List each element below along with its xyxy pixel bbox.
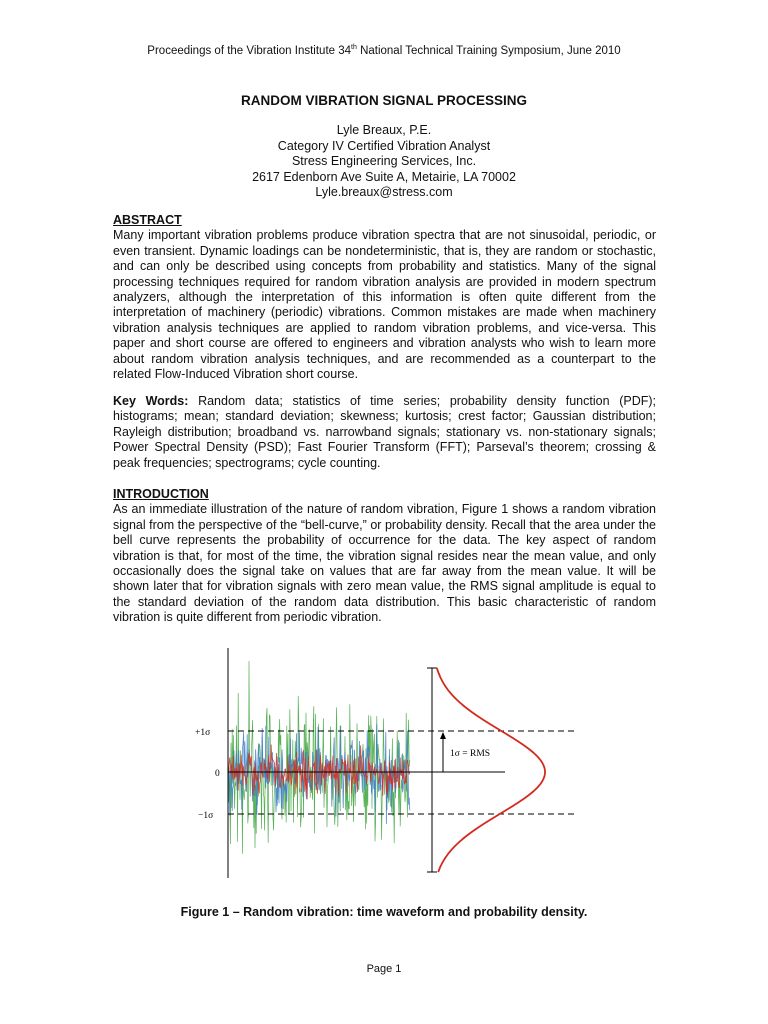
minus-sigma-label: −1σ: [198, 811, 214, 821]
rms-arrow-head: [440, 732, 446, 739]
author-name: Lyle Breaux, P.E.: [336, 123, 432, 137]
introduction-section: [113, 487, 656, 626]
random-vibration-figure: [195, 640, 580, 880]
abstract-section: [113, 213, 656, 382]
author-company: Stress Engineering Services, Inc.: [291, 154, 477, 169]
figure-caption: Figure 1 – Random vibration: time waveform and probability density.: [180, 905, 588, 919]
rms-label: 1σ = RMS: [450, 749, 491, 759]
keywords-text: Random data; statistics of time series; probability density function (PDF); histograms; mean; standard deviation; skewness; kurtosis; crest factor; Gaussian distribution; Rayleigh distribution; broadband vs. narrowband signals; stationary vs. non-stationary signals; Power Spectral Density (PSD); Fast Fourier Transform (FFT); Parseval’s theorem; crossing & peak frequencies; spectrograms; cycle counting.: [113, 394, 656, 470]
proceedings-header: [0, 44, 768, 57]
introduction-text: As an immediate illustration of the nature of random vibration, Figure 1 shows a random vibration signal from the perspective of the “bell-curve,” or probability density. Recall that the area under the bell curve represents the probability of occurrence for the data. The key aspect of random vibration is that, for most of the time, the vibration signal resides near the mean value, and only occasionally does the signal take on values that are far away from the mean value. It will be shown later that for vibration signals with zero mean value, the RMS signal amplitude is equal to the standard deviation of the random data distribution. This basic characteristic of random vibration is quite different from periodic vibration.: [113, 502, 656, 625]
keywords-section: [113, 394, 656, 471]
paper-title: RANDOM VIBRATION SIGNAL PROCESSING: [240, 93, 528, 108]
author-credential: Category IV Certified Vibration Analyst: [277, 138, 491, 153]
zero-label: 0: [215, 769, 220, 779]
introduction-heading: INTRODUCTION: [113, 487, 209, 501]
abstract-text: Many important vibration problems produce vibration spectra that are not sinusoidal, periodic, or even transient. Dynamic loadings can be nondeterministic, that is, they are random or stochastic, and can only be described using concepts from probability and statistics. Many of the signal processing techniques required for random vibration analysis are provided in modern spectrum analyzers, although the interpretation of this information is often quite different from the interpretation of machinery (periodic) vibrations. Common mistakes are made when machinery vibration analysis techniques are applied to random vibration problems, and vice-versa. This paper and short course are offered to engineers and vibration analysts who wish to learn more about random vibration analysis techniques, and are recommended as a counterpart to the related Flow-Induced Vibration short course.: [113, 228, 656, 382]
page-number: Page 1: [366, 963, 402, 975]
author-email: Lyle.breaux@stress.com: [315, 185, 453, 200]
header-text-end: National Technical Training Symposium, June 2010: [356, 44, 621, 57]
probability-density-curve: [437, 668, 545, 872]
author-address: 2617 Edenborn Ave Suite A, Metairie, LA 70002: [252, 169, 516, 184]
header-text: Proceedings of the Vibration Institute 34: [147, 44, 352, 57]
plus-sigma-label: +1σ: [195, 728, 211, 738]
author-block: [0, 123, 768, 201]
header-superscript: th: [351, 44, 357, 51]
keywords-label: Key Words:: [113, 394, 189, 408]
time-waveform: [228, 661, 410, 854]
abstract-heading: ABSTRACT: [113, 213, 182, 227]
